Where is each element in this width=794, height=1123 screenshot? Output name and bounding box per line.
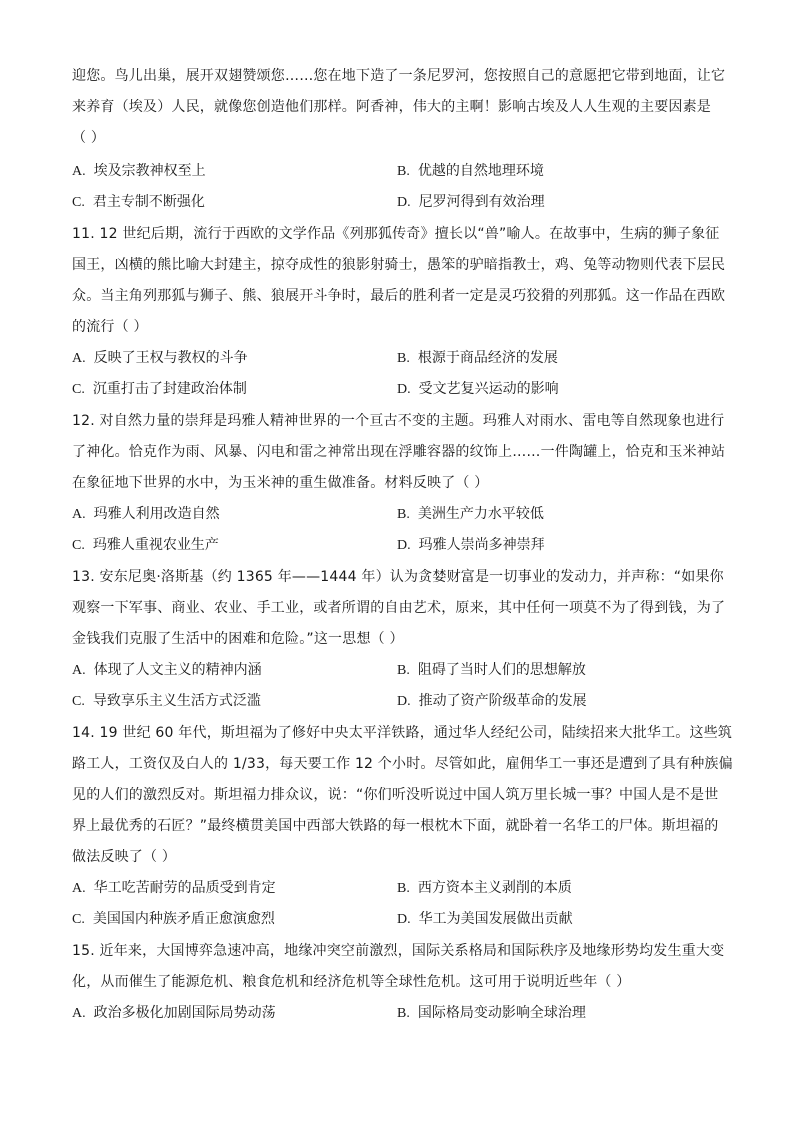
question-stem-line: 金钱我们克服了生活中的困难和危险。”这一思想（ ）: [72, 631, 404, 647]
question-stem-line: 在象征地下世界的水中，为玉米神的重生做准备。材料反映了（ ）: [72, 475, 489, 491]
option-d[interactable]: D. 玛雅人崇尚多神崇拜: [397, 537, 545, 553]
option-a[interactable]: A. 政治多极化加剧国际局势动荡: [72, 1005, 276, 1021]
option-b[interactable]: B. 美洲生产力水平较低: [397, 506, 544, 522]
option-d[interactable]: D. 尼罗河得到有效治理: [397, 194, 545, 210]
option-a[interactable]: A. 反映了王权与教权的斗争: [72, 350, 248, 366]
option-b[interactable]: B. 阻碍了当时人们的思想解放: [397, 662, 586, 678]
question-stem-line: 众。当主角列那狐与狮子、熊、狼展开斗争时，最后的胜利者一定是灵巧狡猾的列那狐。这一作品在西欧: [72, 288, 726, 304]
question-stem-line: 见的人们的激烈反对。斯坦福力排众议，说：“你们听没听说过中国人筑万里长城一事？中国人是不是世: [72, 787, 719, 803]
option-c[interactable]: C. 君主专制不断强化: [72, 194, 205, 210]
option-b[interactable]: B. 西方资本主义剥削的本质: [397, 880, 572, 896]
option-a[interactable]: A. 华工吃苦耐劳的品质受到肯定: [72, 880, 276, 896]
option-b[interactable]: B. 根源于商品经济的发展: [397, 350, 558, 366]
option-a[interactable]: A. 埃及宗教神权至上: [72, 163, 206, 179]
option-c[interactable]: C. 玛雅人重视农业生产: [72, 537, 219, 553]
option-d[interactable]: D. 受文艺复兴运动的影响: [397, 381, 559, 397]
question-stem-line: 路工人，工资仅及白人的 1/33，每天要工作 12 个小时。尽管如此，雇佣华工一事还是遭到了具有种族偏: [72, 756, 733, 772]
option-b[interactable]: B. 国际格局变动影响全球治理: [397, 1005, 586, 1021]
question-stem-line: 来养育（埃及）人民，就像您创造他们那样。阿香神，伟大的主啊！影响古埃及人人生观的主要因素是: [72, 99, 711, 115]
question-stem-line: 国王，凶横的熊比喻大封建主，掠夺成性的狼影射骑士，愚笨的驴暗指教士，鸡、兔等动物则代表下层民: [72, 257, 726, 273]
question-stem-line: 12. 对自然力量的崇拜是玛雅人精神世界的一个亘古不变的主题。玛雅人对雨水、雷电等自然现象也进行: [72, 413, 725, 429]
option-b[interactable]: B. 优越的自然地理环境: [397, 163, 544, 179]
option-a[interactable]: A. 体现了人文主义的精神内涵: [72, 662, 262, 678]
question-stem-line: 13. 安东尼奥·洛斯基（约 1365 年——1444 年）认为贪婪财富是一切事业的发动力，并声称：“如果你: [72, 569, 724, 585]
option-a[interactable]: A. 玛雅人利用改造自然: [72, 506, 220, 522]
option-d[interactable]: D. 华工为美国发展做出贡献: [397, 911, 573, 927]
question-stem-line: 14. 19 世纪 60 年代，斯坦福为了修好中央太平洋铁路，通过华人经纪公司，陆续招来大批华工。这些筑: [72, 725, 733, 741]
question-stem-line: 的流行（ ）: [72, 319, 148, 335]
option-c[interactable]: C. 沉重打击了封建政治体制: [72, 381, 247, 397]
question-stem-line: 界上最优秀的石匠？”最终横贯美国中西部大铁路的每一根枕木下面，就卧着一名华工的尸体。斯坦福的: [72, 818, 719, 834]
question-stem-line: 观察一下军事、商业、农业、手工业，或者所谓的自由艺术，原来，其中任何一项莫不为了得到钱，为了: [72, 600, 726, 616]
question-stem-line: 了神化。恰克作为雨、风暴、闪电和雷之神常出现在浮雕容器的纹饰上……一件陶罐上，恰克和玉米神站: [72, 444, 726, 460]
question-stem-line: 化，从而催生了能源危机、粮食危机和经济危机等全球性危机。这可用于说明近些年（ ）: [72, 974, 631, 990]
question-stem-line: 迎您。鸟儿出巢，展开双翅赞颂您……您在地下造了一条尼罗河，您按照自己的意愿把它带到地面，让它: [72, 68, 726, 84]
option-d[interactable]: D. 推动了资产阶级革命的发展: [397, 693, 587, 709]
question-stem-line: 15. 近年来，大国博弈急速冲高，地缘冲突空前激烈，国际关系格局和国际秩序及地缘形势均发生重大变: [72, 943, 725, 959]
option-c[interactable]: C. 导致享乐主义生活方式泛滥: [72, 693, 261, 709]
question-stem-line: 11. 12 世纪后期，流行于西欧的文学作品《列那狐传奇》擅长以“兽”喻人。在故事中，生病的狮子象征: [72, 226, 720, 242]
option-c[interactable]: C. 美国国内种族矛盾正愈演愈烈: [72, 911, 275, 927]
question-stem-line: 做法反映了（ ）: [72, 849, 177, 865]
question-stem-line: （ ）: [72, 130, 106, 146]
